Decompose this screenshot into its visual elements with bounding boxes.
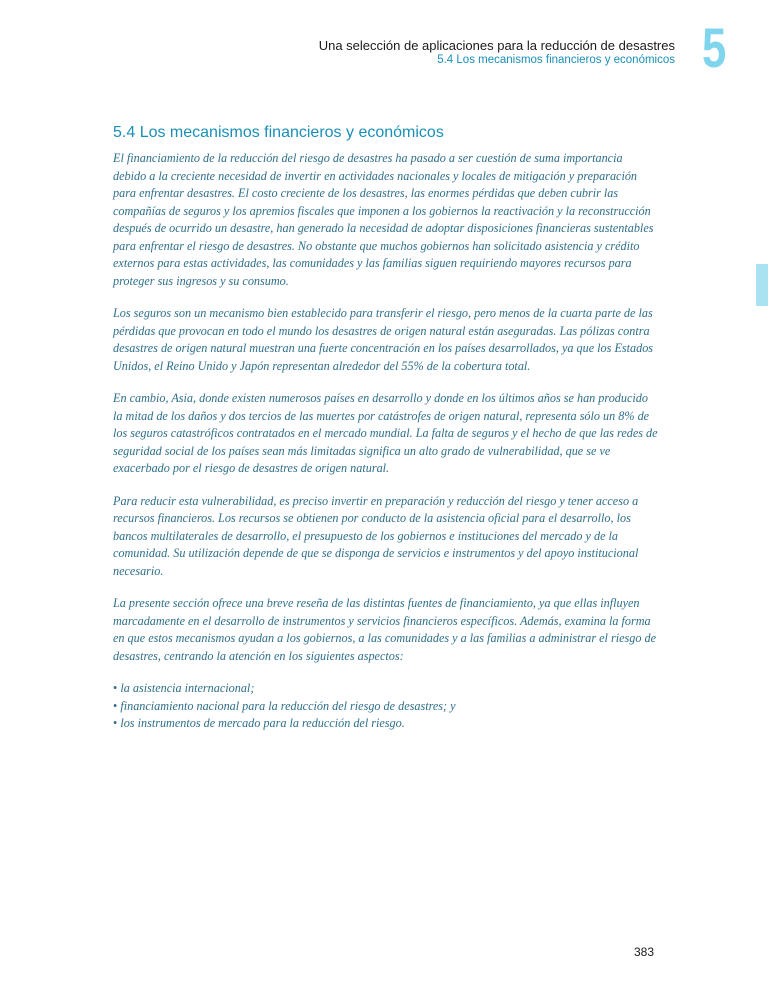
paragraph-3: En cambio, Asia, donde existen numerosos países en desarrollo y donde en los últimos años se han producido la mitad de los daños y dos tercios de las muertes por catástrofes de origen natural, representa sólo un 8% de los seguros catastróficos contratados en el mercado mundial. La falta de seguros y el hecho de que las redes de seguridad social de los países sean más limitadas significa un alto grado de vulnerabilidad, que se ve exacerbado por el riesgo de desastres de origen natural. bbox=[113, 391, 658, 475]
page-number: 383 bbox=[633, 945, 654, 959]
bullet-item: • la asistencia internacional; bbox=[113, 680, 658, 698]
bullet-list bbox=[113, 680, 658, 733]
paragraph-2: Los seguros son un mecanismo bien establecido para transferir el riesgo, pero menos de la cuarta parte de las pérdidas que provocan en todo el mundo los desastres de origen natural están aseguradas. Las pólizas contra desastres de origen natural muestran una fuerte concentración en los países desarrollados, ya que los Estados Unidos, el Reino Unido y Japón representan alrededor del 55% de la cobertura total. bbox=[113, 306, 654, 373]
paragraph-4: Para reducir esta vulnerabilidad, es preciso invertir en preparación y reducción del riesgo y tener acceso a recursos financieros. Los recursos se obtienen por conducto de la asistencia oficial para el desarrollo, los bancos multilaterales de desarrollo, el presupuesto de los gobiernos e instituciones del mercado y de la comunidad. Su utilización depende de que se disponga de servicios e instrumentos y del apoyo institucional necesario. bbox=[113, 493, 639, 578]
body-text bbox=[113, 150, 658, 733]
running-header-section: 5.4 Los mecanismos financieros y económicos bbox=[437, 54, 675, 66]
bullet-item: • los instrumentos de mercado para la reducción del riesgo. bbox=[113, 715, 658, 733]
paragraph-1: El financiamiento de la reducción del riesgo de desastres ha pasado a ser cuestión de suma importancia debido a la creciente necesidad de invertir en actividades nacionales y locales de mitigación y preparación para enfrentar desastres. El costo creciente de los desastres, las enormes pérdidas que deben cubrir las compañías de seguros y los apremios fiscales que imponen a los gobiernos la reactivación y la reconstrucción después de ocurrido un desastre, han generado la necesidad de adoptar disposiciones financieras sustentables para enfrentar el riesgo de desastres. No obstante que muchos gobiernos han solicitado asistencia y crédito externos para estas actividades, las comunidades y las familias siguen requiriendo mayores recursos para proteger sus ingresos y su consumo. bbox=[113, 151, 654, 288]
bullet-item: • financiamiento nacional para la reducción del riesgo de desastres; y bbox=[113, 698, 658, 716]
paragraph-5: La presente sección ofrece una breve reseña de las distintas fuentes de financiamiento, ya que ellas influyen marcadamente en el desarrollo de instrumentos y servicios financieros específicos. Además, examina la forma en que estos mecanismos ayudan a los gobiernos, a las comunidades y a las familias a administrar el riesgo de desastres, centrando la atención en los siguientes aspectos: bbox=[113, 596, 656, 663]
section-heading: 5.4 Los mecanismos financieros y económicos bbox=[113, 124, 444, 141]
chapter-side-tab bbox=[756, 264, 768, 306]
chapter-number: 5 bbox=[702, 16, 727, 79]
running-header-title: Una selección de aplicaciones para la reducción de desastres bbox=[318, 38, 675, 53]
